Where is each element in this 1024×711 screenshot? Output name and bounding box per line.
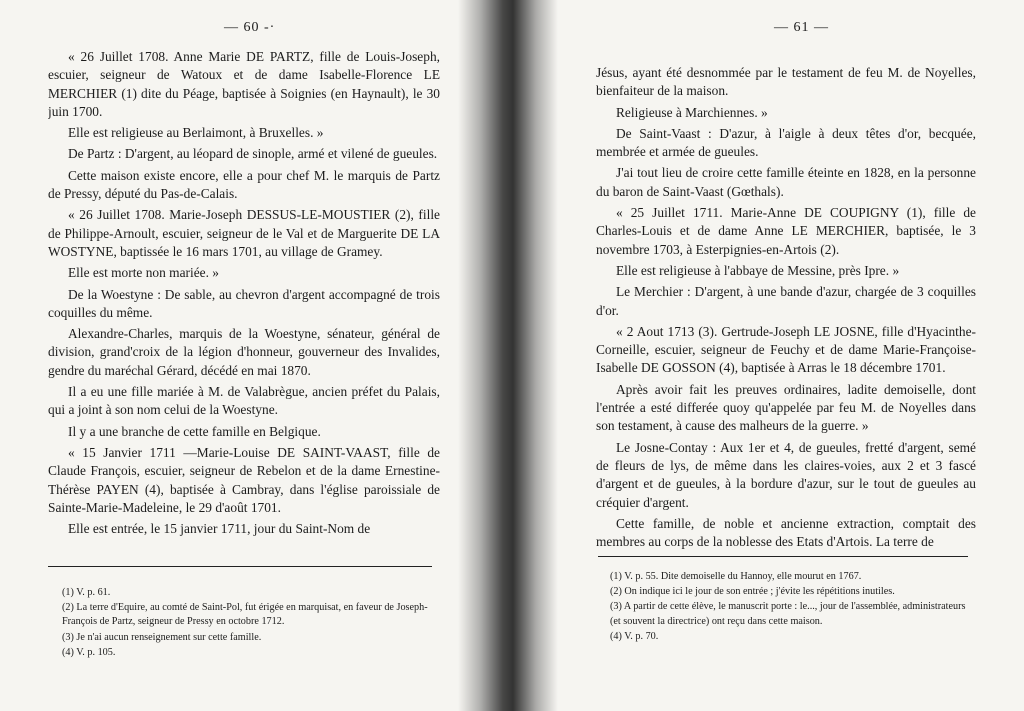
- paragraph: J'ai tout lieu de croire cette famille éteinte en 1828, en la personne du baron de Saint-Vaast (Gœthals).: [596, 165, 976, 199]
- paragraph: « 15 Janvier 1711 —Marie-Louise DE SAINT-VAAST, fille de Claude François, escuier, seigneur de Rebelon et de la dame Ernestine-Thérèse PAYEN (4), baptisée à Cambray, dans l'église paroissiale de Sainte-Marie-Madeleine, le 29 d'août 1701.: [48, 444, 440, 515]
- page-number-left: — 60 -·: [224, 20, 276, 35]
- footnote: (1) V. p. 61.: [62, 587, 111, 598]
- left-page: [48, 0, 440, 711]
- paragraph: De Saint-Vaast : D'azur, à l'aigle à deux têtes d'or, becquée, membrée et armée de gueules.: [596, 125, 976, 160]
- book-gutter-shadow: [458, 0, 558, 711]
- footnote-rule-right: [598, 556, 968, 557]
- footnote: (4) V. p. 105.: [62, 646, 116, 658]
- paragraph: Alexandre-Charles, marquis de la Woestyne, sénateur, général de division, grand'croix de la légion d'honneur, gouverneur des Invalides, gendre du maréchal Gérard, décédé en mai 1870.: [48, 326, 440, 378]
- paragraph: « 2 Aout 1713 (3). Gertrude-Joseph LE JOSNE, fille d'Hyacinthe-Corneille, escuier, seigneur de Feuchy et de dame Marie-Françoise-Isabelle DE GOSSON (4), baptisée à Arras le 18 décembre 1701.: [596, 323, 976, 376]
- paragraph: Jésus, ayant été desnommée par le testament de feu M. de Noyelles, bienfaiteur de la maison.: [596, 65, 976, 99]
- footnote: (4) V. p. 70.: [610, 630, 659, 642]
- paragraph: Cette maison existe encore, elle a pour chef M. le marquis de Partz de Pressy, député du Pas-de-Calais.: [48, 167, 440, 202]
- paragraph: Cette famille, de noble et ancienne extraction, comptait des membres au corps de la noblesse des Etats d'Artois. La terre de: [596, 515, 976, 550]
- paragraph: Elle est entrée, le 15 janvier 1711, jour du Saint-Nom de: [68, 521, 371, 537]
- paragraph: « 26 Juillet 1708. Marie-Joseph DESSUS-LE-MOUSTIER (2), fille de Philippe-Arnoult, escuier, seigneur de le Val et de Marguerite DE LA WOSTYNE, baptissée le 16 mars 1701, au village de Gramey.: [48, 207, 440, 259]
- footnotes-right: [610, 570, 976, 645]
- paragraph: Il y a une branche de cette famille en Belgique.: [68, 423, 321, 439]
- footnote-rule-left: [48, 566, 432, 567]
- paragraph: Après avoir fait les preuves ordinaires, ladite demoiselle, dont l'entrée a esté differée quoy qu'appelée par feu M. de Noyelles dans son testament, à cause des malheurs de la guerre. »: [596, 381, 976, 434]
- paragraph: Religieuse à Marchiennes. »: [616, 104, 768, 120]
- footnote: (3) A partir de cette élève, le manuscrit porte : le..., jour de l'assemblée, administrateurs (et souvent la directrice) ont reçu dans cette maison.: [610, 601, 966, 627]
- footnote: (2) La terre d'Equire, au comté de Saint-Pol, fut érigée en marquisat, en faveur de Joseph-François de Partz, seigneur de Pressy en octobre 1712.: [62, 602, 428, 628]
- left-page-body: [48, 48, 440, 541]
- paragraph: « 25 Juillet 1711. Marie-Anne DE COUPIGNY (1), fille de Charles-Louis et de dame Anne LE MERCHIER, baptisée, le 3 novembre 1703, à Esterpignies-en-Artois (2).: [596, 205, 976, 257]
- footnotes-left: [62, 586, 440, 661]
- footnote: (3) Je n'ai aucun renseignement sur cette famille.: [62, 631, 262, 643]
- paragraph: Elle est morte non mariée. »: [68, 265, 219, 281]
- paragraph: Le Merchier : D'argent, à une bande d'azur, chargée de 3 coquilles d'or.: [596, 284, 976, 318]
- paragraph: Elle est religieuse à l'abbaye de Messine, près Ipre. »: [616, 262, 900, 278]
- paragraph: Le Josne-Contay : Aux 1er et 4, de gueules, fretté d'argent, semé de fleurs de lys, de même dans les claires-voies, aux 2 et 3 fascé d'argent et de gueules, à la bordure d'azur, sur le tout de gueules au créquier d'argent.: [596, 439, 976, 510]
- footnote: (1) V. p. 55. Dite demoiselle du Hannoy, elle mourut en 1767.: [610, 571, 862, 582]
- page-number-right: — 61 —: [774, 20, 829, 35]
- right-page: [596, 0, 976, 711]
- paragraph: Elle est religieuse au Berlaimont, à Bruxelles. »: [68, 125, 324, 141]
- footnote: (2) On indique ici le jour de son entrée ; j'évite les répétitions inutiles.: [610, 586, 895, 598]
- paragraph: « 26 Juillet 1708. Anne Marie DE PARTZ, fille de Louis-Joseph, escuier, seigneur de Watoux et de dame Isabelle-Florence LE MERCHIER (1) dite du Péage, baptisée à Soignies (en Haynault), le 30 juin 1700.: [48, 49, 440, 119]
- right-page-body: [596, 64, 976, 554]
- paragraph: De Partz : D'argent, au léopard de sinople, armé et vilené de gueules.: [68, 146, 438, 162]
- paragraph: Il a eu une fille mariée à M. de Valabrègue, ancien préfet du Palais, qui a joint à son nom celui de la Woestyne.: [48, 384, 440, 418]
- paragraph: De la Woestyne : De sable, au chevron d'argent accompagné de trois coquilles du même.: [48, 286, 440, 320]
